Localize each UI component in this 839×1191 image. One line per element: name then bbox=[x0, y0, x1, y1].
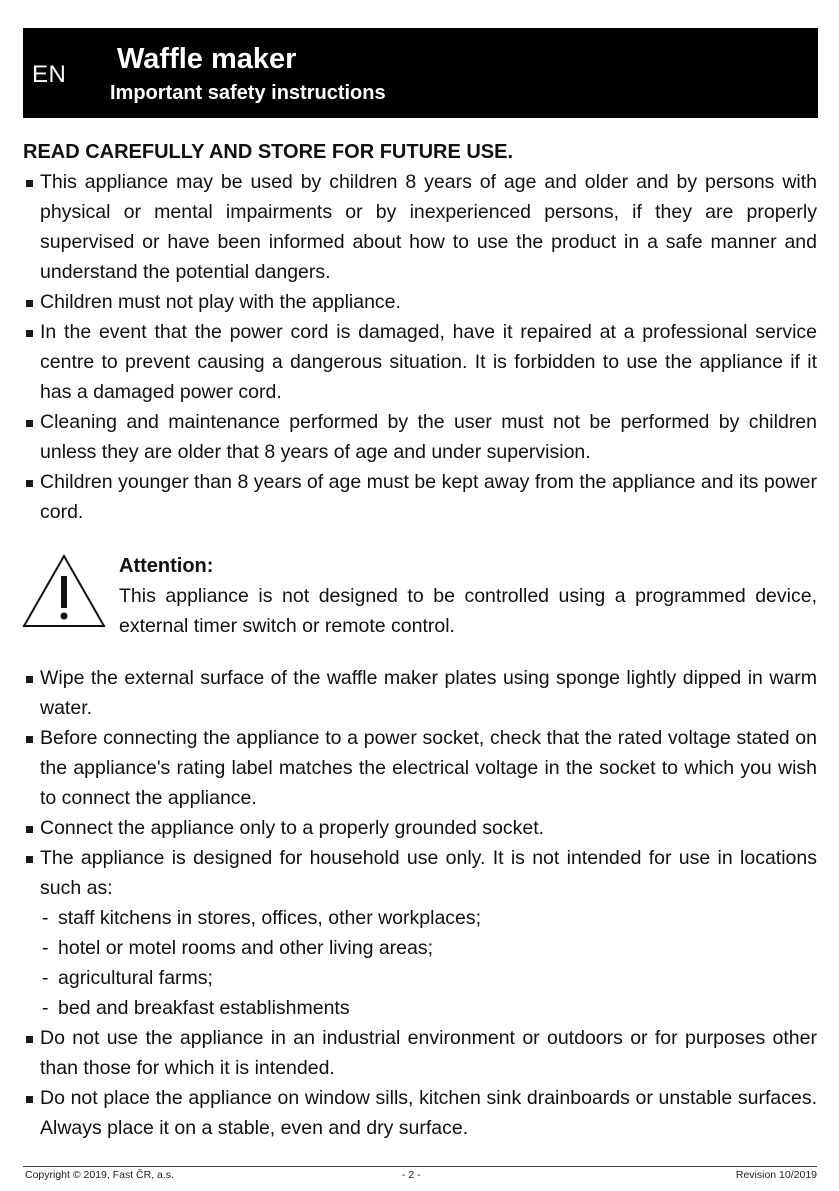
list-item: Wipe the external surface of the waffle maker plates using sponge lightly dipped in warm water. bbox=[23, 663, 817, 723]
language-code: EN bbox=[32, 61, 67, 88]
list-item: Children younger than 8 years of age must be kept away from the appliance and its power cord. bbox=[23, 467, 817, 527]
header-banner bbox=[23, 28, 818, 118]
bullet-list-top bbox=[23, 167, 817, 527]
bullet-list-bottom bbox=[23, 663, 817, 1143]
attention-text: This appliance is not designed to be controlled using a programmed device, external timer switch or remote control. bbox=[119, 585, 817, 637]
sub-list-item: - agricultural farms; bbox=[40, 963, 817, 993]
sub-list-item: - hotel or motel rooms and other living areas; bbox=[40, 933, 817, 963]
list-item: Connect the appliance only to a properly grounded socket. bbox=[23, 813, 817, 843]
read-carefully-notice: READ CAREFULLY AND STORE FOR FUTURE USE. bbox=[23, 141, 514, 163]
page-subtitle: Important safety instructions bbox=[110, 82, 386, 104]
footer-divider bbox=[23, 1166, 817, 1167]
list-item: In the event that the power cord is damaged, have it repaired at a professional service centre to prevent causing a dangerous situation. It is forbidden to use the appliance if it has a damaged power cord. bbox=[23, 317, 817, 407]
page-title: Waffle maker bbox=[117, 43, 297, 75]
sub-list bbox=[40, 903, 817, 1023]
list-item: Before connecting the appliance to a power socket, check that the rated voltage stated on the appliance's rating label matches the electrical voltage in the socket to which you wish to connect the appliance. bbox=[23, 723, 817, 813]
footer-copyright: Copyright © 2019, Fast ČR, a.s. bbox=[25, 1169, 174, 1181]
page-number: - 2 - bbox=[402, 1169, 421, 1181]
attention-box bbox=[23, 543, 817, 647]
attention-title: Attention: bbox=[119, 555, 214, 577]
list-item-text: The appliance is designed for household use only. It is not intended for use in locations such as: bbox=[40, 847, 817, 899]
warning-triangle-icon bbox=[21, 553, 107, 629]
footer-revision: Revision 10/2019 bbox=[735, 1169, 817, 1181]
sub-list-item: - bed and breakfast establishments bbox=[40, 993, 817, 1023]
list-item: Children must not play with the appliance. bbox=[23, 287, 817, 317]
list-item: This appliance may be used by children 8 years of age and older and by persons with physical or mental impairments or by inexperienced persons, if they are properly supervised or have been informed about how to use the product in a safe manner and understand the potential dangers. bbox=[23, 167, 817, 287]
sub-list-item: - staff kitchens in stores, offices, other workplaces; bbox=[40, 903, 817, 933]
main-content bbox=[23, 137, 817, 1143]
list-item: Cleaning and maintenance performed by the user must not be performed by children unless they are older that 8 years of age and under supervision. bbox=[23, 407, 817, 467]
list-item bbox=[23, 843, 817, 1023]
list-item: Do not place the appliance on window sills, kitchen sink drainboards or unstable surfaces. Always place it on a stable, even and dry surface. bbox=[23, 1083, 817, 1143]
list-item: Do not use the appliance in an industrial environment or outdoors or for purposes other than those for which it is intended. bbox=[23, 1023, 817, 1083]
